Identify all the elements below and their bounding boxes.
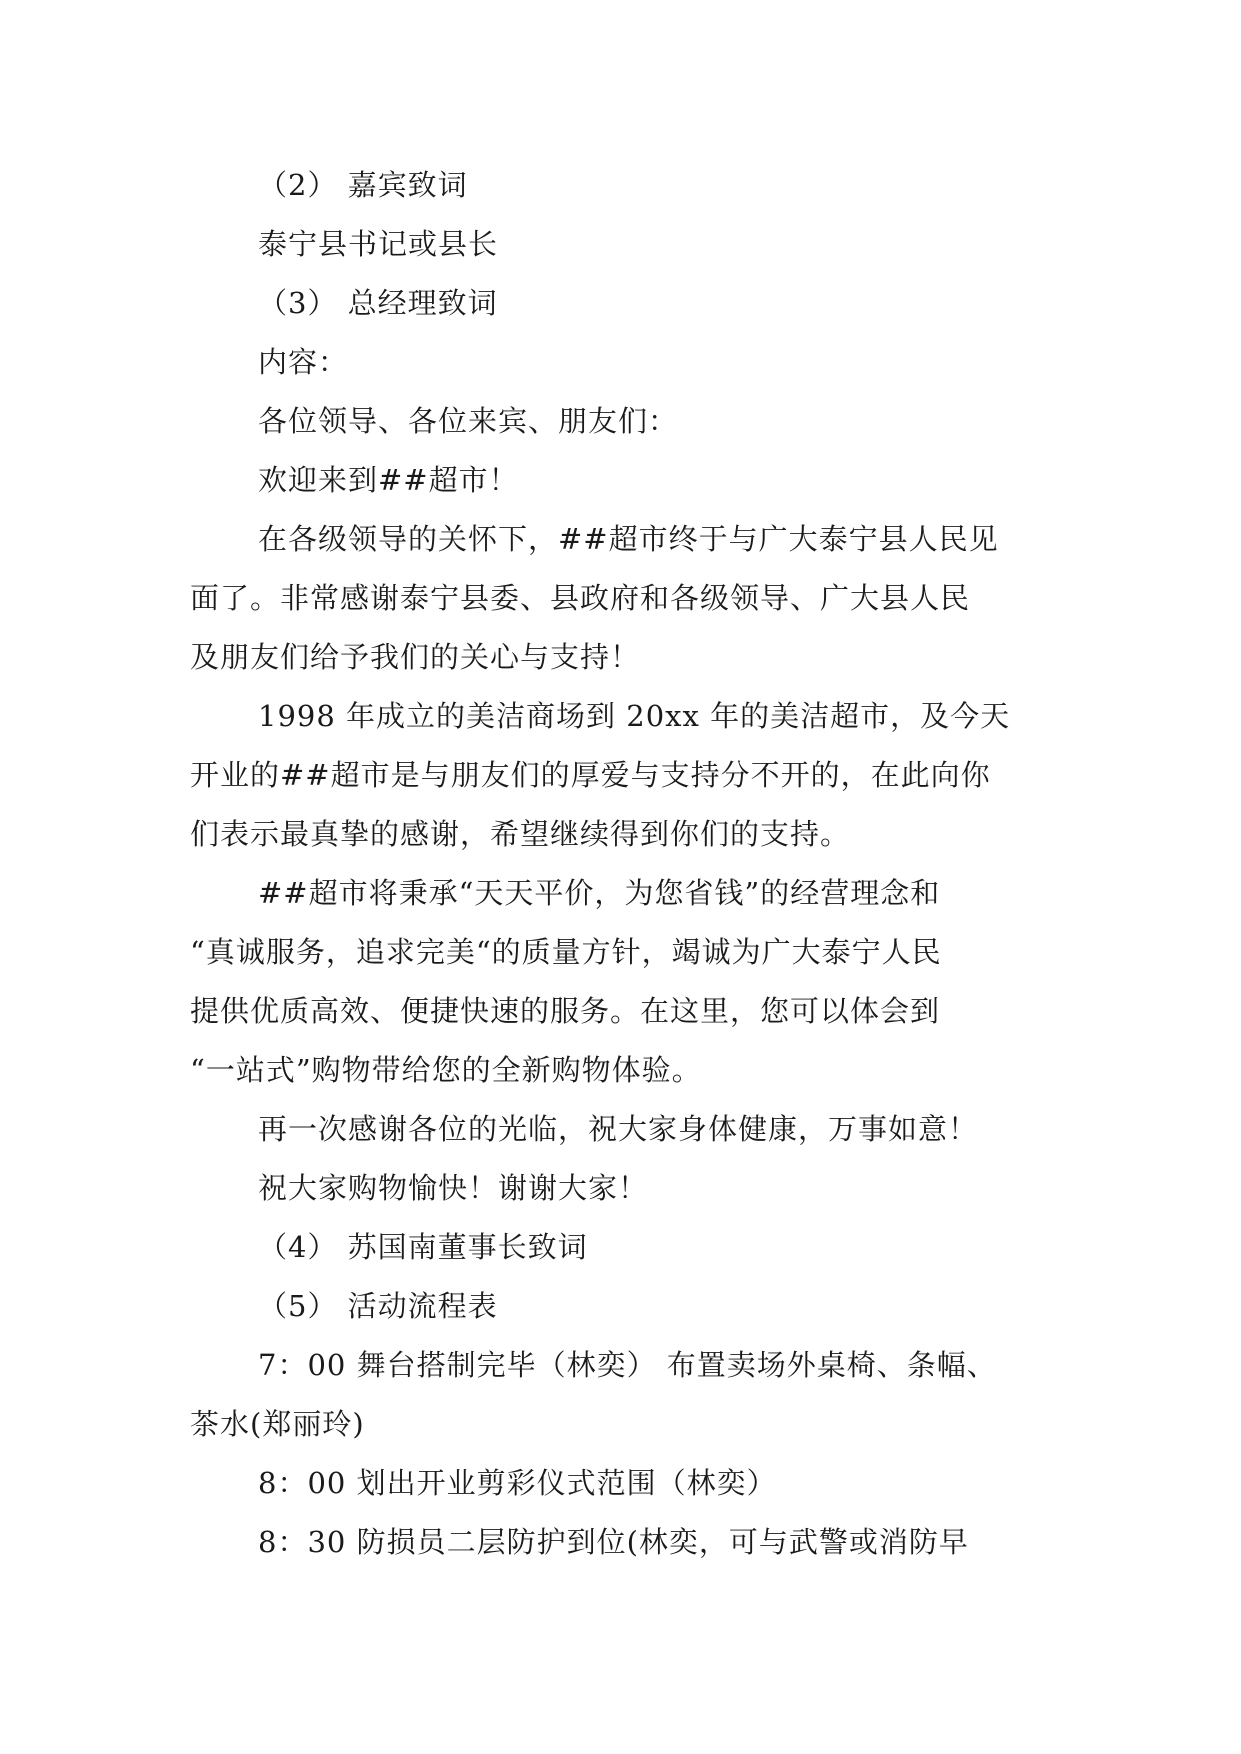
salutation-line: 各位领导、各位来宾、朋友们：: [258, 404, 679, 438]
paragraph-line: “真诚服务，追求完美“的质量方针，竭诚为广大泰宁人民: [190, 935, 942, 969]
content-label: 内容：: [258, 345, 349, 379]
welcome-line: 欢迎来到##超市！: [258, 463, 519, 497]
paragraph-line: 再一次感谢各位的光临，祝大家身体健康，万事如意！: [258, 1112, 979, 1146]
item-5-heading: （5） 活动流程表: [258, 1289, 498, 1323]
paragraph-line: 在各级领导的关怀下，##超市终于与广大泰宁县人民见: [258, 522, 999, 556]
item-4-heading: （4） 苏国南董事长致词: [258, 1230, 588, 1264]
guest-speaker-line: 泰宁县书记或县长: [258, 227, 499, 261]
paragraph-line: 1998 年成立的美洁商场到 20xx 年的美洁超市，及今天: [258, 699, 1011, 733]
paragraph-line: 提供优质高效、便捷快速的服务。在这里，您可以体会到: [190, 994, 941, 1028]
schedule-line: 茶水(郑丽玲): [190, 1407, 365, 1441]
item-3-heading: （3） 总经理致词: [258, 286, 498, 320]
paragraph-line: “一站式”购物带给您的全新购物体验。: [190, 1053, 702, 1087]
paragraph-line: ##超市将秉承“天天平价，为您省钱”的经营理念和: [258, 876, 941, 910]
paragraph-line: 祝大家购物愉快！谢谢大家！: [258, 1171, 649, 1205]
item-2-heading: （2） 嘉宾致词: [258, 168, 468, 202]
schedule-line: 8：30 防损员二层防护到位(林奕，可与武警或消防早: [258, 1525, 969, 1559]
schedule-line: 8：00 划出开业剪彩仪式范围（林奕）: [258, 1466, 777, 1500]
paragraph-line: 面了。非常感谢泰宁县委、县政府和各级领导、广大县人民: [190, 581, 971, 615]
paragraph-line: 及朋友们给予我们的关心与支持！: [190, 640, 641, 674]
paragraph-line: 们表示最真挚的感谢，希望继续得到你们的支持。: [190, 817, 851, 851]
schedule-line: 7：00 舞台搭制完毕（林奕） 布置卖场外桌椅、条幅、: [258, 1348, 997, 1382]
paragraph-line: 开业的##超市是与朋友们的厚爱与支持分不开的，在此向你: [190, 758, 991, 792]
